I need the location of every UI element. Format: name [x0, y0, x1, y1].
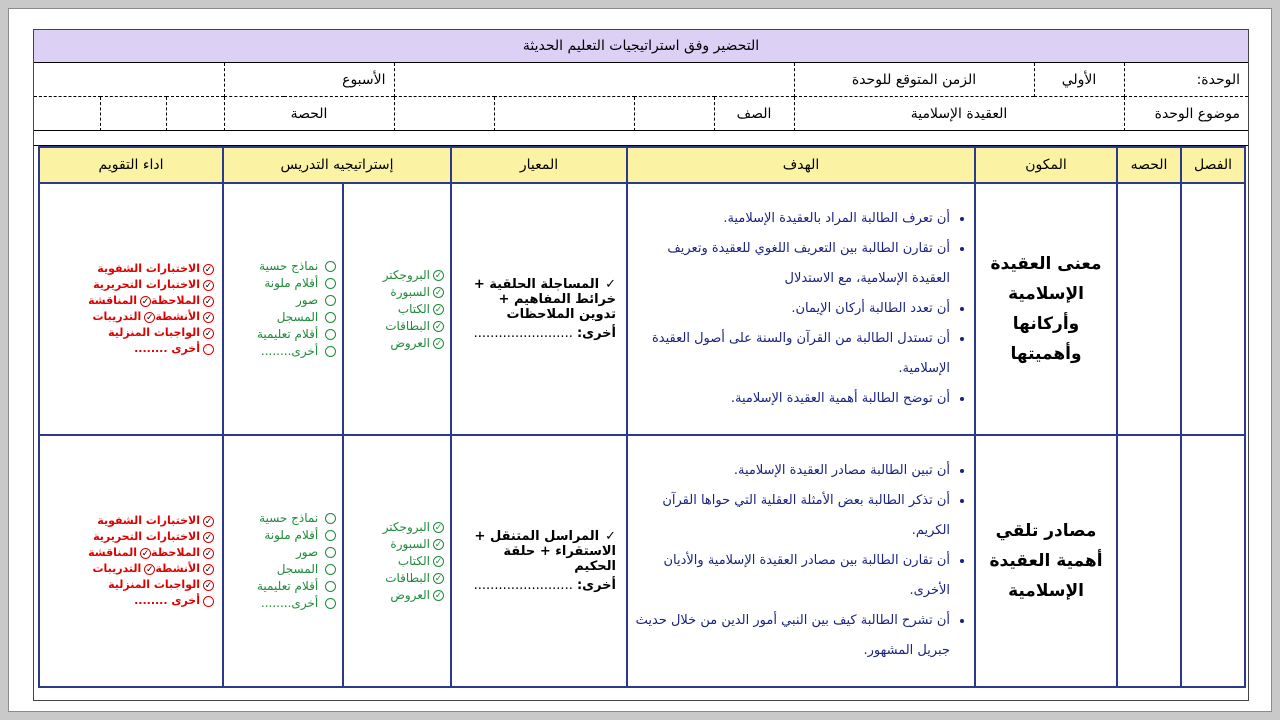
evaluation-cell	[39, 183, 223, 435]
aid-item: أقلام تعليمية	[230, 326, 336, 343]
standard-cell	[451, 183, 627, 435]
checked-circle-icon[interactable]: ✓	[434, 304, 443, 315]
goal-item: • أن تقارن الطالبة بين التعريف اللغوي للعقيدة وتعريف العقيدة الإسلامية، مع الاستدلال	[634, 234, 950, 294]
checked-circle-icon[interactable]: ✓	[204, 280, 213, 291]
aid-item: صور	[230, 544, 336, 561]
circle-icon[interactable]	[325, 295, 336, 306]
period-cell	[1117, 435, 1181, 687]
circle-icon[interactable]	[325, 513, 336, 524]
col-component: المكون	[975, 147, 1117, 183]
circle-icon[interactable]	[325, 278, 336, 289]
unit-value: الأولي	[1034, 63, 1124, 97]
period-cell-3	[34, 97, 100, 131]
unit-topic-label: موضوع الوحدة	[1124, 97, 1248, 131]
goal-item: • أن تستدل الطالبة من القرآن والسنة على أصول العقيدة الإسلامية.	[634, 324, 950, 384]
checked-circle-icon[interactable]: ✓	[141, 296, 150, 307]
lesson-table	[38, 146, 1246, 688]
checked-circle-icon[interactable]: ✓	[434, 338, 443, 349]
tools-cell	[343, 435, 451, 687]
eval-item: ✓الواجبات المنزلية	[108, 326, 213, 339]
page-frame	[8, 8, 1272, 712]
goal-item: • أن تبين الطالبة مصادر العقيدة الإسلامية.	[634, 456, 950, 486]
checked-circle-icon[interactable]: ✓	[204, 328, 213, 339]
checked-circle-icon[interactable]: ✓	[434, 321, 443, 332]
semester-cell	[1181, 435, 1245, 687]
checked-circle-icon[interactable]: ✓	[434, 556, 443, 567]
checked-circle-icon[interactable]: ✓	[434, 287, 443, 298]
col-strategy: إستراتيجيه التدريس	[223, 147, 451, 183]
circle-icon[interactable]	[325, 346, 336, 357]
tool-item: ✓البروجكتر	[382, 519, 443, 534]
table-row	[39, 435, 1245, 687]
tool-item: ✓السبورة	[390, 284, 443, 299]
eval-item: ✓الملاحظة✓المناقشة	[88, 546, 213, 559]
goal-item: • أن تعرف الطالبة المراد بالعقيدة الإسلامية.	[634, 204, 950, 234]
evaluation-cell	[39, 435, 223, 687]
eval-item: ✓الاختبارات الشفوية	[97, 262, 213, 275]
checked-circle-icon[interactable]: ✓	[434, 590, 443, 601]
checked-circle-icon[interactable]: ✓	[204, 516, 213, 527]
eval-item: ✓الاختبارات الشفوية	[97, 514, 213, 527]
tool-item: ✓البطاقات	[385, 570, 443, 585]
eval-item: ✓الاختبارات التحريرية	[93, 530, 213, 543]
aids-cell	[223, 435, 343, 687]
other-dots: ........................	[473, 578, 573, 593]
tool-item: ✓العروض	[390, 335, 443, 350]
expected-time-label: الزمن المتوقع للوحدة	[794, 63, 1034, 97]
standard-text: المراسل المتنقل + الاستقراء + حلقة الحكيم	[474, 529, 617, 574]
week-value	[34, 63, 224, 97]
checked-circle-icon[interactable]: ✓	[204, 564, 213, 575]
unit-topic-value: العقيدة الإسلامية	[794, 97, 1124, 131]
checked-circle-icon[interactable]: ✓	[434, 270, 443, 281]
checked-circle-icon[interactable]: ✓	[204, 264, 213, 275]
checked-circle-icon[interactable]: ✓	[204, 532, 213, 543]
semester-cell	[1181, 183, 1245, 435]
aid-item: المسجل	[230, 561, 336, 578]
tool-item: ✓العروض	[390, 587, 443, 602]
lesson-plan-sheet	[33, 29, 1249, 701]
checked-circle-icon[interactable]: ✓	[434, 573, 443, 584]
aid-item: أقلام ملونة	[230, 527, 336, 544]
period-cell	[1117, 183, 1181, 435]
aids-cell	[223, 183, 343, 435]
period-cell-1	[166, 97, 224, 131]
aid-item: أخرى........	[230, 595, 336, 612]
tool-item: ✓البروجكتر	[382, 267, 443, 282]
col-semester: الفصل	[1181, 147, 1245, 183]
goal-item: • أن تقارن الطالبة بين مصادر العقيدة الإسلامية والأديان الأخرى.	[634, 546, 950, 606]
circle-icon[interactable]	[325, 564, 336, 575]
checked-circle-icon[interactable]: ✓	[204, 548, 213, 559]
unit-label: الوحدة:	[1124, 63, 1248, 97]
period-cell-2	[100, 97, 166, 131]
col-standard: المعيار	[451, 147, 627, 183]
goal-item: • أن تذكر الطالبة بعض الأمثلة العقلية التي حواها القرآن الكريم.	[634, 486, 950, 546]
checked-circle-icon[interactable]: ✓	[146, 564, 154, 575]
circle-icon[interactable]	[203, 596, 214, 607]
aid-item: أقلام ملونة	[230, 275, 336, 292]
checked-circle-icon[interactable]: ✓	[434, 522, 443, 533]
circle-icon[interactable]	[325, 312, 336, 323]
week-label: الأسبوع	[224, 63, 394, 97]
goal-item: • أن تشرح الطالبة كيف بين النبي أمور الدين من خلال حديث جبريل المشهور.	[634, 606, 950, 666]
standard-cell	[451, 435, 627, 687]
checked-circle-icon[interactable]: ✓	[434, 539, 443, 550]
aid-item: أخرى........	[230, 343, 336, 360]
header-separator	[34, 130, 1248, 146]
header-table	[34, 30, 1248, 131]
eval-item: ✓الملاحظة✓المناقشة	[88, 294, 213, 307]
circle-icon[interactable]	[325, 329, 336, 340]
class-cell-3	[394, 97, 494, 131]
goals-cell	[627, 183, 975, 435]
period-label: الحصة	[224, 97, 394, 131]
aid-item: نماذج حسية	[230, 510, 336, 527]
eval-item: ✓الأنشطة✓التدريبات	[92, 562, 213, 575]
component-cell: معنى العقيدة الإسلامية وأركانها وأهميتها	[975, 183, 1117, 435]
col-goal: الهدف	[627, 147, 975, 183]
page-title: التحضير وفق استراتيجيات التعليم الحديثة	[34, 30, 1248, 63]
component-cell: مصادر تلقي أهمية العقيدة الإسلامية	[975, 435, 1117, 687]
goal-item: • أن تعدد الطالبة أركان الإيمان.	[634, 294, 950, 324]
table-row	[39, 183, 1245, 435]
checked-circle-icon[interactable]: ✓	[204, 296, 213, 307]
tool-item: ✓الكتاب	[397, 553, 443, 568]
circle-icon[interactable]	[325, 261, 336, 272]
goals-cell	[627, 435, 975, 687]
circle-icon[interactable]	[325, 547, 336, 558]
aid-item: نماذج حسية	[230, 258, 336, 275]
tool-item: ✓البطاقات	[385, 318, 443, 333]
tool-item: ✓السبورة	[390, 536, 443, 551]
eval-item: أخرى ........	[48, 593, 214, 609]
circle-icon[interactable]	[325, 598, 336, 609]
checked-circle-icon[interactable]: ✓	[146, 312, 154, 323]
check-icon: ✓	[605, 277, 617, 292]
other-dots: ........................	[473, 326, 573, 341]
tools-cell	[343, 183, 451, 435]
class-cell-1	[634, 97, 714, 131]
eval-item: ✓الأنشطة✓التدريبات	[92, 310, 213, 323]
aid-item: صور	[230, 292, 336, 309]
circle-icon[interactable]	[203, 344, 214, 355]
checked-circle-icon[interactable]: ✓	[204, 580, 213, 591]
goal-item: • أن توضح الطالبة أهمية العقيدة الإسلامية.	[634, 384, 950, 414]
col-evaluation: اداء التقويم	[39, 147, 223, 183]
col-period: الحصه	[1117, 147, 1181, 183]
checked-circle-icon[interactable]: ✓	[204, 312, 213, 323]
eval-item: ✓الاختبارات التحريرية	[93, 278, 213, 291]
class-cell-2	[494, 97, 634, 131]
circle-icon[interactable]	[325, 581, 336, 592]
other-label: أخرى:	[576, 578, 617, 593]
aid-item: أقلام تعليمية	[230, 578, 336, 595]
checked-circle-icon[interactable]: ✓	[141, 548, 150, 559]
tool-item: ✓الكتاب	[397, 301, 443, 316]
eval-item: ✓الواجبات المنزلية	[108, 578, 213, 591]
expected-time-value	[394, 63, 794, 97]
aid-item: المسجل	[230, 309, 336, 326]
check-icon: ✓	[605, 529, 617, 544]
other-label: أخرى:	[576, 326, 617, 341]
standard-text: المساجلة الحلقية + خرائط المفاهيم + تدوين الملاحظات	[473, 277, 617, 322]
eval-item: أخرى ........	[48, 341, 214, 357]
circle-icon[interactable]	[325, 530, 336, 541]
class-label: الصف	[714, 97, 794, 131]
